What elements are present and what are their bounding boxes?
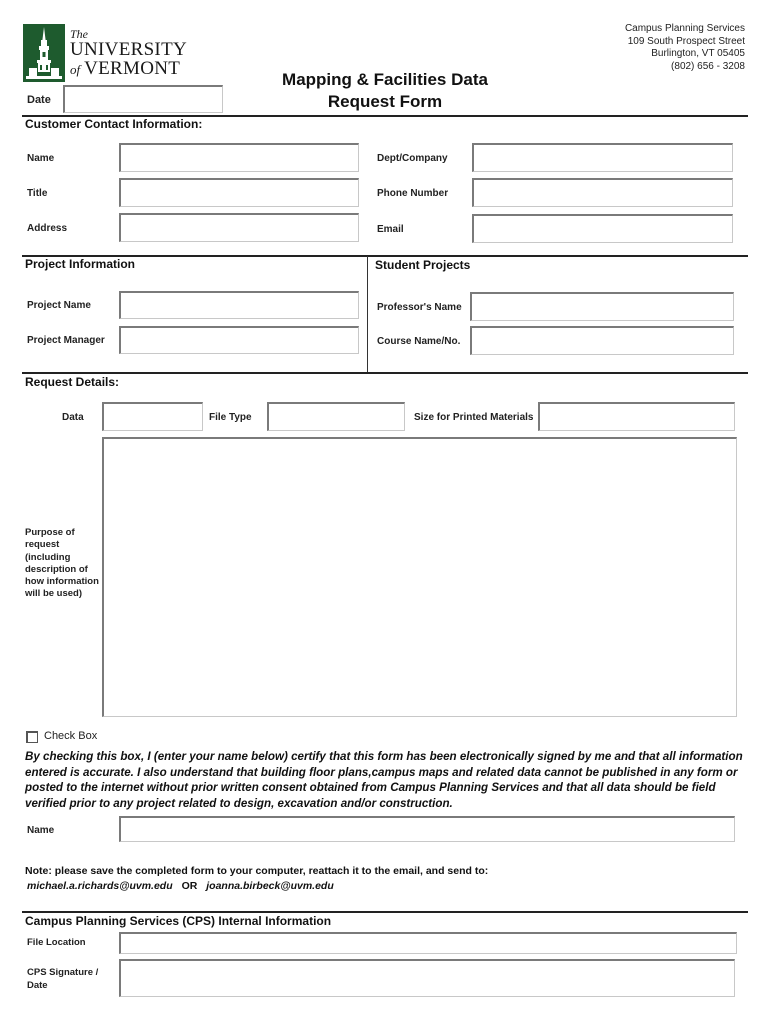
email-label: Email [377, 224, 404, 235]
course-label: Course Name/No. [377, 336, 461, 347]
email-input[interactable] [472, 214, 733, 243]
title-input[interactable] [119, 178, 359, 207]
form-title-line-2: Request Form [327, 92, 443, 111]
email-link-1[interactable]: michael.a.richards@uvm.edu [27, 880, 173, 892]
project-student-separator [367, 256, 368, 372]
form-title [250, 69, 520, 113]
submission-emails [27, 879, 334, 894]
course-input[interactable] [470, 326, 734, 355]
checkbox-label: Check Box [44, 730, 98, 742]
project-manager-input[interactable] [119, 326, 359, 354]
phone-input[interactable] [472, 178, 733, 207]
date-label: Date [27, 94, 51, 106]
email-link-2[interactable]: joanna.birbeck@uvm.edu [206, 880, 334, 892]
size-input[interactable] [538, 402, 735, 431]
cps-signature-label: CPS Signature / Date [27, 967, 99, 991]
purpose-label: Purpose of request (including description of how information will be used) [25, 527, 99, 600]
date-input[interactable] [63, 85, 223, 113]
dept-label: Dept/Company [377, 153, 448, 164]
file-location-input[interactable] [119, 932, 737, 954]
dept-input[interactable] [472, 143, 733, 172]
phone-label: Phone Number [377, 188, 449, 199]
data-label: Data [62, 412, 84, 423]
request-divider [22, 372, 748, 374]
certify-checkbox[interactable] [26, 731, 38, 743]
address-input[interactable] [119, 213, 359, 242]
address-line-3: Burlington, VT 05405 [651, 48, 745, 59]
cps-signature-input[interactable] [119, 959, 735, 997]
student-heading: Student Projects [375, 258, 471, 272]
title-label: Title [27, 188, 48, 199]
customer-heading: Customer Contact Information: [25, 117, 203, 131]
logo-of: of [70, 62, 81, 77]
name-input[interactable] [119, 143, 359, 172]
internal-divider [22, 911, 748, 913]
file-type-input[interactable] [267, 402, 405, 431]
form-title-line-1: Mapping & Facilities Data [282, 70, 488, 89]
certification-text: By checking this box, I (enter your name below) certify that this form has been electronically signed by me and that all information entered is accurate. I also understand that building floor plans,campus maps and related data cannot be published in any form or posted to the internet without prior written consent obtained from Campus Planning Services and that all data should be field verified prior to any project related to design, excavation and/or construction. [25, 750, 743, 810]
submission-note: Note: please save the completed form to your computer, reattach it to the email, and send to: [25, 865, 489, 877]
file-type-label: File Type [209, 412, 252, 423]
logo-university: UNIVERSITY [70, 39, 187, 60]
project-name-input[interactable] [119, 291, 359, 319]
address-line-2: 109 South Prospect Street [627, 35, 745, 47]
address-line-4: (802) 656 - 3208 [671, 60, 745, 72]
uvm-logo [23, 24, 187, 82]
uvm-tower-icon [23, 24, 65, 82]
signer-name-input[interactable] [119, 816, 735, 842]
project-heading: Project Information [25, 257, 136, 271]
size-label: Size for Printed Materials [414, 412, 534, 423]
professor-label: Professor's Name [377, 302, 462, 313]
internal-heading: Campus Planning Services (CPS) Internal Information [25, 914, 332, 928]
uvm-wordmark [70, 28, 187, 79]
logo-vermont: VERMONT [84, 58, 181, 79]
logo-the: The [70, 27, 88, 41]
professor-input[interactable] [470, 292, 734, 321]
project-manager-label: Project Manager [27, 335, 105, 346]
data-input[interactable] [102, 402, 203, 431]
office-address [625, 23, 745, 73]
request-heading: Request Details: [25, 375, 120, 389]
name-label: Name [27, 153, 55, 164]
address-label: Address [27, 223, 68, 234]
project-name-label: Project Name [27, 300, 91, 311]
purpose-textarea[interactable] [102, 437, 737, 717]
signer-name-label: Name [27, 825, 55, 836]
address-line-1: Campus Planning Services [624, 23, 745, 34]
email-or: OR [181, 880, 198, 892]
file-location-label: File Location [27, 937, 86, 948]
